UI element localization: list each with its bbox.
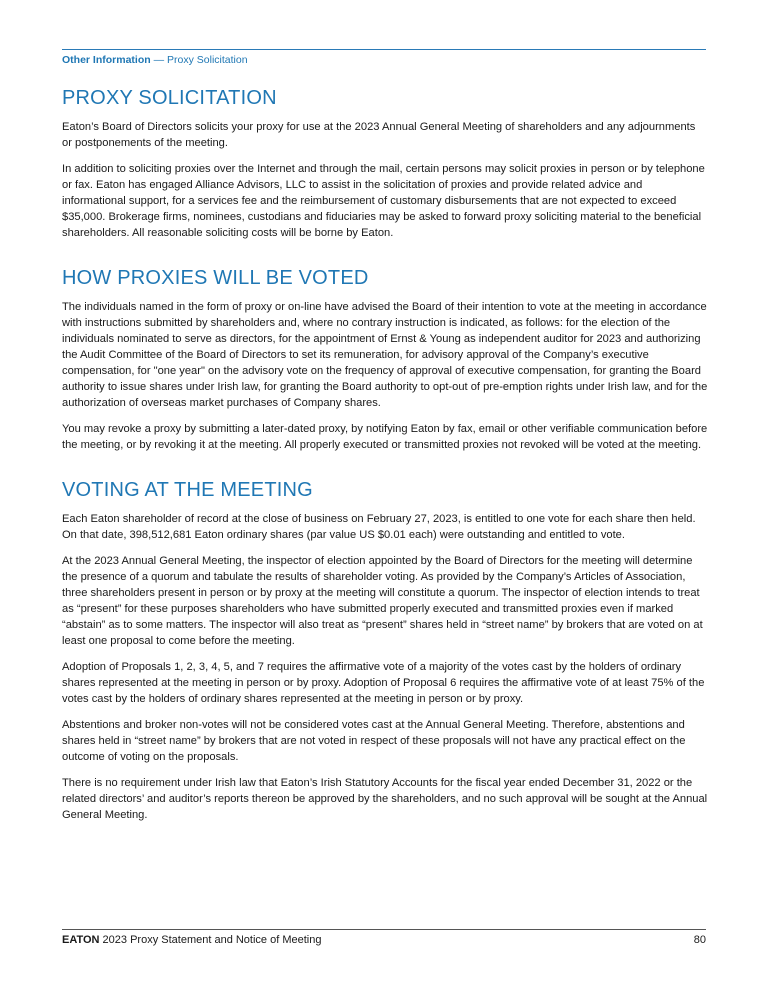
- section-proxy-solicitation: [62, 86, 708, 241]
- paragraph: Adoption of Proposals 1, 2, 3, 4, 5, and 7 requires the affirmative vote of a majority of the votes cast by the holders of ordinary shares represented at the meeting in person or by proxy. Adoption of Proposal 6 requires the affirmative vote of at least 75% of the votes cast by the holders of ordinary shares represented at the meeting in person or by proxy.: [62, 661, 705, 705]
- footer-document-title: 2023 Proxy Statement and Notice of Meeting: [99, 934, 322, 946]
- paragraph: In addition to soliciting proxies over the Internet and through the mail, certain persons may solicit proxies in person or by telephone or fax. Eaton has engaged Alliance Advisors, LLC to assist in the solicitation of proxies and provide related advice and informational support, for a services fee and the reimbursement of customary disbursements that are not expected to exceed $35,000. Brokerage firms, nominees, custodians and fiduciaries may be asked to forward proxy soliciting material to the beneficial shareholders. All reasonable soliciting costs will be borne by Eaton.: [62, 163, 705, 239]
- section-how-proxies-will-be-voted: [62, 266, 708, 453]
- header-separator: —: [150, 54, 168, 66]
- footer-rule: [62, 929, 706, 930]
- header-rule: [62, 49, 706, 50]
- section-voting-at-the-meeting: [62, 478, 708, 823]
- header-subsection: Proxy Solicitation: [167, 54, 248, 66]
- footer-brand: EATON: [62, 934, 100, 946]
- section-title: VOTING AT THE MEETING: [62, 479, 313, 501]
- paragraph: At the 2023 Annual General Meeting, the inspector of election appointed by the Board of Directors for the meeting will determine the presence of a quorum and tabulate the results of shareholder voting. As provided by the Company’s Articles of Association, three shareholders present in person or by proxy at the meeting will constitute a quorum. The inspector of election intends to treat as “present” for these purposes shareholders who have submitted properly executed and transmitted proxies even if marked “abstain” as to some matters. The inspector will also treat as “present” shares held in “street name” by brokers that are voted on at least one proposal to come before the meeting.: [62, 555, 703, 647]
- footer-title: [62, 934, 321, 946]
- paragraph: The individuals named in the form of proxy or on-line have advised the Board of their intention to vote at the meeting in accordance with instructions submitted by shareholders and, where no contrary instruction is indicated, as follows: for the election of the individuals nominated to serve as directors, for the appointment of Ernst & Young as independent auditor for 2023 and authorizing the Audit Committee of the Board of Directors to set its remuneration, for advisory approval of the Company’s executive compensation, for "one year" on the advisory vote on the frequency of approval of executive compensation, for granting the Board authority to issue shares under Irish law, for granting the Board authority to opt-out of pre-emption rights under Irish law, and for the authorization of overseas market purchases of Company shares.: [62, 301, 708, 409]
- paragraph: You may revoke a proxy by submitting a later-dated proxy, by notifying Eaton by fax, email or other verifiable communication before the meeting, or by revoking it at the meeting. All properly executed or transmitted proxies not revoked will be voted at the meeting.: [62, 423, 708, 451]
- paragraph: There is no requirement under Irish law that Eaton’s Irish Statutory Accounts for the fiscal year ended December 31, 2022 or the related directors’ and auditor’s reports thereon be approved by the shareholders, and no such approval will be sought at the Annual General Meeting.: [62, 777, 708, 821]
- header-section: Other Information: [62, 54, 151, 66]
- running-header: [62, 54, 248, 66]
- paragraph: Eaton’s Board of Directors solicits your proxy for use at the 2023 Annual General Meeting of shareholders and any adjournments or postponements of the meeting.: [62, 121, 696, 149]
- page-number: 80: [693, 934, 706, 946]
- section-title: PROXY SOLICITATION: [62, 87, 277, 109]
- paragraph: Abstentions and broker non-votes will not be considered votes cast at the Annual General Meeting. Therefore, abstentions and shares held in “street name” by brokers that are not voted in respect of these proposals will not have any practical effect on the outcome of voting on the proposals.: [62, 719, 686, 763]
- paragraph: Each Eaton shareholder of record at the close of business on February 27, 2023, is entitled to one vote for each share then held. On that date, 398,512,681 Eaton ordinary shares (par value US $0.01 each) were outstanding and entitled to vote.: [62, 513, 696, 541]
- page-content: [62, 86, 708, 848]
- section-title: HOW PROXIES WILL BE VOTED: [62, 267, 369, 289]
